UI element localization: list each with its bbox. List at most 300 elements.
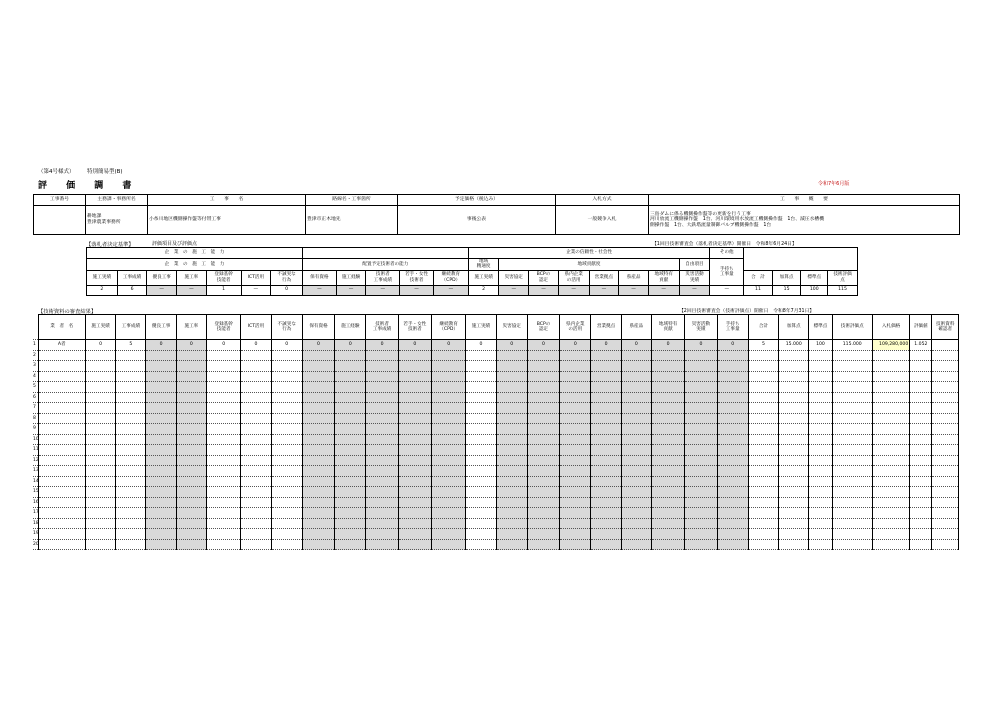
score-cell (527, 361, 559, 372)
result-total-cell: 1.052 (910, 340, 932, 351)
score-cell (116, 497, 146, 508)
score-cell (176, 403, 206, 414)
score-cell (560, 403, 591, 414)
score-cell (651, 434, 684, 445)
score-cell: 5 (116, 340, 146, 351)
result-total-cell (832, 392, 872, 403)
criteria-total-value: 100 (801, 285, 828, 295)
score-cell (116, 476, 146, 487)
score-cell (207, 497, 241, 508)
criteria-value: — (147, 285, 177, 295)
score-cell (271, 466, 302, 477)
score-cell (591, 350, 621, 361)
section-title-criteria: 【落札者決定基準】 (86, 242, 134, 248)
row-number: 15 (33, 487, 38, 498)
result-total-cell (910, 361, 932, 372)
results-column-header: 施工実績 (466, 315, 496, 340)
second-review-meeting-note: 【2回目技術審査会（技術評価点）開催日 令和8年7月31日】 (679, 309, 815, 314)
score-cell (398, 361, 431, 372)
version-date: 令和7年6月版 (818, 181, 850, 187)
score-cell (116, 403, 146, 414)
score-cell (685, 392, 717, 403)
score-cell (366, 424, 398, 435)
result-total-cell (872, 518, 909, 529)
score-cell (591, 508, 621, 519)
score-cell (496, 529, 527, 540)
score-cell (651, 466, 684, 477)
result-total-cell (748, 361, 778, 372)
score-cell (527, 392, 559, 403)
score-cell (432, 529, 466, 540)
criteria-value: 2 (468, 285, 499, 295)
score-cell (241, 445, 271, 456)
score-cell (621, 392, 651, 403)
score-cell (366, 445, 398, 456)
result-total-cell (779, 403, 809, 414)
criteria-value: 1 (206, 285, 241, 295)
result-total-cell (809, 424, 832, 435)
score-cell (685, 403, 717, 414)
score-cell (335, 487, 366, 498)
score-cell (432, 455, 466, 466)
score-cell (146, 529, 176, 540)
result-total-cell (779, 434, 809, 445)
score-cell (146, 413, 176, 424)
score-cell (496, 403, 527, 414)
row-number: 12 (33, 455, 38, 466)
results-column-header: 不誠実な 行為 (271, 315, 302, 340)
info-header-cell: 工 事 名 (148, 195, 306, 206)
score-cell (366, 466, 398, 477)
score-cell (651, 518, 684, 529)
criteria-value: — (679, 285, 710, 295)
result-total-cell (932, 350, 959, 361)
score-cell (560, 434, 591, 445)
score-cell (302, 508, 334, 519)
result-total-cell (832, 413, 872, 424)
criteria-value: — (648, 285, 679, 295)
score-cell (496, 508, 527, 519)
score-cell (432, 539, 466, 550)
criteria-value: 6 (117, 285, 147, 295)
criteria-total-header: 合 計 (744, 270, 773, 285)
result-total-cell (872, 403, 909, 414)
score-cell: 0 (335, 340, 366, 351)
results-total-header: 技術評価点 (832, 315, 872, 340)
score-cell (685, 476, 717, 487)
score-cell (398, 518, 431, 529)
score-cell (241, 487, 271, 498)
score-cell (241, 413, 271, 424)
score-cell (651, 392, 684, 403)
score-cell (146, 518, 176, 529)
score-cell (466, 434, 496, 445)
result-total-cell (779, 392, 809, 403)
result-total-cell (910, 350, 932, 361)
score-cell (302, 518, 334, 529)
score-cell (591, 476, 621, 487)
score-cell (302, 413, 334, 424)
score-cell (398, 508, 431, 519)
score-cell (560, 413, 591, 424)
score-cell (366, 539, 398, 550)
score-cell (398, 413, 431, 424)
results-column-header: 継続教育 （CPD） (432, 315, 466, 340)
score-cell (560, 424, 591, 435)
criteria-value: — (177, 285, 207, 295)
score-cell (398, 466, 431, 477)
results-total-header: 入札価格 (872, 315, 909, 340)
score-cell (335, 371, 366, 382)
review-results-table (33, 314, 959, 550)
info-header-cell: 路線名・工事箇所 (306, 195, 398, 206)
score-cell (496, 392, 527, 403)
results-column-header: 県産品 (621, 315, 651, 340)
result-total-cell (809, 508, 832, 519)
criteria-value: — (589, 285, 619, 295)
result-total-cell (748, 424, 778, 435)
score-cell (398, 371, 431, 382)
criteria-value: — (619, 285, 649, 295)
bidder-name (38, 350, 85, 361)
score-cell (176, 476, 206, 487)
score-cell (651, 539, 684, 550)
score-cell (466, 497, 496, 508)
table-row (33, 413, 959, 424)
score-cell (651, 476, 684, 487)
results-column-header: BCPの 認定 (527, 315, 559, 340)
result-total-cell (832, 445, 872, 456)
result-total-cell (872, 476, 909, 487)
score-cell (146, 403, 176, 414)
score-cell (271, 487, 302, 498)
score-cell: 0 (207, 340, 241, 351)
bidder-name (38, 392, 85, 403)
score-cell (176, 518, 206, 529)
result-total-cell (748, 455, 778, 466)
score-cell (432, 361, 466, 372)
bidder-name (38, 382, 85, 393)
score-cell (651, 508, 684, 519)
score-cell (271, 434, 302, 445)
score-cell (685, 466, 717, 477)
score-cell (116, 455, 146, 466)
result-total-cell (872, 455, 909, 466)
criteria-column-header: 登録基幹 技能者 (206, 270, 241, 285)
score-cell (685, 508, 717, 519)
result-total-cell: 115.000 (832, 340, 872, 351)
score-cell (651, 382, 684, 393)
score-cell (621, 508, 651, 519)
result-total-cell (910, 497, 932, 508)
section-subtitle-criteria: 評価項目及び評価点 (152, 241, 198, 247)
score-cell (398, 539, 431, 550)
score-cell (366, 403, 398, 414)
score-cell (271, 392, 302, 403)
score-cell (496, 445, 527, 456)
results-column-header: ICT活用 (241, 315, 271, 340)
row-number: 10 (33, 434, 38, 445)
score-cell (271, 382, 302, 393)
score-cell (241, 455, 271, 466)
first-review-meeting-note: 【1回目技術審査会（落札者決定基準）開催日 令和8年6月24日】 (652, 242, 797, 247)
score-cell: 0 (496, 340, 527, 351)
summary-line: 三島ダムに係る機側操作盤等の更新を行う工事 (650, 211, 751, 217)
score-cell (466, 539, 496, 550)
score-cell (116, 487, 146, 498)
score-cell (207, 350, 241, 361)
result-total-cell (809, 487, 832, 498)
bidder-name (38, 413, 85, 424)
score-cell (432, 424, 466, 435)
result-total-cell (910, 434, 932, 445)
result-total-cell (779, 424, 809, 435)
score-cell (496, 497, 527, 508)
score-cell (685, 529, 717, 540)
criteria-value: — (433, 285, 468, 295)
score-cell (527, 424, 559, 435)
department-cell (86, 206, 148, 235)
score-cell (685, 382, 717, 393)
score-cell: 0 (560, 340, 591, 351)
score-cell: 0 (271, 340, 302, 351)
criteria-value: — (366, 285, 400, 295)
score-cell (398, 403, 431, 414)
result-total-cell (748, 508, 778, 519)
score-cell (271, 361, 302, 372)
score-cell (560, 361, 591, 372)
score-cell: 0 (432, 340, 466, 351)
score-cell (717, 445, 748, 456)
result-total-cell (809, 518, 832, 529)
info-header-row (34, 195, 960, 206)
score-cell (621, 424, 651, 435)
criteria-column-header: 保有資格 (302, 270, 336, 285)
result-total-cell (932, 424, 959, 435)
criteria-value: — (499, 285, 529, 295)
score-cell (651, 529, 684, 540)
score-cell (241, 476, 271, 487)
score-cell (302, 455, 334, 466)
score-cell (591, 518, 621, 529)
score-cell (241, 539, 271, 550)
table-row (33, 371, 959, 382)
score-cell (366, 529, 398, 540)
criteria-total-header: 加算点 (772, 270, 801, 285)
result-total-cell (809, 434, 832, 445)
score-cell (271, 529, 302, 540)
result-total-cell (872, 497, 909, 508)
results-column-header: 手持ち 工事量 (717, 315, 748, 340)
form-number-label: （第4号様式） (38, 169, 75, 175)
row-number: 17 (33, 508, 38, 519)
score-cell (302, 371, 334, 382)
score-cell (621, 529, 651, 540)
score-cell (271, 455, 302, 466)
bidder-name (38, 434, 85, 445)
score-cell (621, 487, 651, 498)
table-row (33, 382, 959, 393)
score-cell (527, 476, 559, 487)
results-column-header: 災害活動 実績 (685, 315, 717, 340)
score-cell (302, 392, 334, 403)
score-cell (116, 529, 146, 540)
score-cell (271, 403, 302, 414)
score-cell (560, 497, 591, 508)
score-cell (366, 371, 398, 382)
score-cell (432, 371, 466, 382)
criteria-column-header: 県内企業 の活用 (558, 270, 589, 285)
score-cell (591, 466, 621, 477)
totals-header-blank (744, 248, 858, 271)
score-cell (241, 403, 271, 414)
score-cell (176, 350, 206, 361)
score-cell (146, 466, 176, 477)
score-cell (717, 382, 748, 393)
result-total-cell (910, 382, 932, 393)
score-cell (496, 518, 527, 529)
score-cell (527, 455, 559, 466)
summary-line: 河川放流工機側操作盤 1台、河川環境用水放流工機側操作盤 1台、減圧水槽機 (650, 217, 824, 223)
score-cell (685, 371, 717, 382)
score-cell (527, 382, 559, 393)
score-cell (591, 413, 621, 424)
score-cell (466, 371, 496, 382)
score-cell (717, 392, 748, 403)
work-summary-cell (649, 206, 960, 235)
score-cell (366, 382, 398, 393)
score-cell: 0 (398, 340, 431, 351)
score-cell (271, 539, 302, 550)
result-total-cell (932, 497, 959, 508)
score-cell (271, 445, 302, 456)
group-other: その他 (710, 248, 744, 259)
result-total-cell (748, 403, 778, 414)
score-cell (207, 434, 241, 445)
score-cell (591, 371, 621, 382)
score-cell (621, 476, 651, 487)
result-total-cell: 100 (809, 340, 832, 351)
result-total-cell (910, 508, 932, 519)
result-total-cell (832, 476, 872, 487)
bidder-name (38, 371, 85, 382)
result-total-cell (910, 413, 932, 424)
results-column-header: 施工率 (176, 315, 206, 340)
score-cell (621, 413, 651, 424)
result-total-cell (872, 361, 909, 372)
score-cell (591, 434, 621, 445)
score-cell (527, 445, 559, 456)
result-total-cell (809, 350, 832, 361)
result-total-cell (779, 371, 809, 382)
criteria-value: — (400, 285, 434, 295)
score-cell (366, 497, 398, 508)
result-total-cell (932, 340, 959, 351)
row-number: 7 (33, 403, 38, 414)
score-cell (560, 350, 591, 361)
table-row (33, 424, 959, 435)
score-cell (335, 466, 366, 477)
result-total-cell (910, 371, 932, 382)
result-total-cell (832, 497, 872, 508)
row-number: 8 (33, 413, 38, 424)
score-cell (116, 371, 146, 382)
score-cell: 0 (466, 340, 496, 351)
score-cell (241, 508, 271, 519)
score-cell (85, 361, 115, 372)
result-total-cell (910, 476, 932, 487)
score-cell (496, 487, 527, 498)
score-cell (527, 350, 559, 361)
result-total-cell (779, 508, 809, 519)
criteria-column-header: 営業拠点 (589, 270, 619, 285)
score-cell (207, 529, 241, 540)
score-cell (335, 497, 366, 508)
result-total-cell (932, 529, 959, 540)
score-cell (496, 382, 527, 393)
score-cell (527, 539, 559, 550)
subgroup-engineer: 配置予定技術者の能力 (302, 259, 468, 271)
row-number: 4 (33, 371, 38, 382)
criteria-value: — (529, 285, 559, 295)
results-header-row (33, 315, 959, 340)
score-cell (496, 361, 527, 372)
row-number: 9 (33, 424, 38, 435)
score-cell (717, 434, 748, 445)
result-total-cell (872, 350, 909, 361)
criteria-value: — (558, 285, 589, 295)
result-total-cell: 109,280,000 (872, 340, 909, 351)
score-cell (176, 382, 206, 393)
result-total-cell (832, 382, 872, 393)
score-cell: 0 (241, 340, 271, 351)
score-cell (527, 434, 559, 445)
score-cell (685, 434, 717, 445)
criteria-value: — (336, 285, 366, 295)
criteria-total-header: 技術評価 点 (828, 270, 858, 285)
score-cell (85, 350, 115, 361)
result-total-cell (872, 539, 909, 550)
score-cell (496, 455, 527, 466)
result-total-cell (872, 413, 909, 424)
score-cell (591, 445, 621, 456)
criteria-value: 0 (271, 285, 303, 295)
score-cell (271, 476, 302, 487)
score-cell (366, 361, 398, 372)
bidder-name (38, 466, 85, 477)
result-total-cell (779, 497, 809, 508)
criteria-value: — (302, 285, 336, 295)
score-cell (621, 455, 651, 466)
bidder-name: A者 (38, 340, 85, 351)
score-cell (496, 539, 527, 550)
score-cell (207, 361, 241, 372)
results-total-header: 技術資料 確認者 (932, 315, 959, 340)
bidder-name (38, 455, 85, 466)
score-cell (176, 497, 206, 508)
score-cell (432, 445, 466, 456)
score-cell (398, 392, 431, 403)
info-header-cell: 工 事 概 要 (649, 195, 960, 206)
result-total-cell (809, 392, 832, 403)
table-row (33, 455, 959, 466)
score-cell (717, 539, 748, 550)
score-cell (466, 382, 496, 393)
score-cell (85, 487, 115, 498)
table-row (33, 487, 959, 498)
section-title-results: 【技術資料の審査結果】 (38, 309, 97, 315)
bidder-name (38, 529, 85, 540)
